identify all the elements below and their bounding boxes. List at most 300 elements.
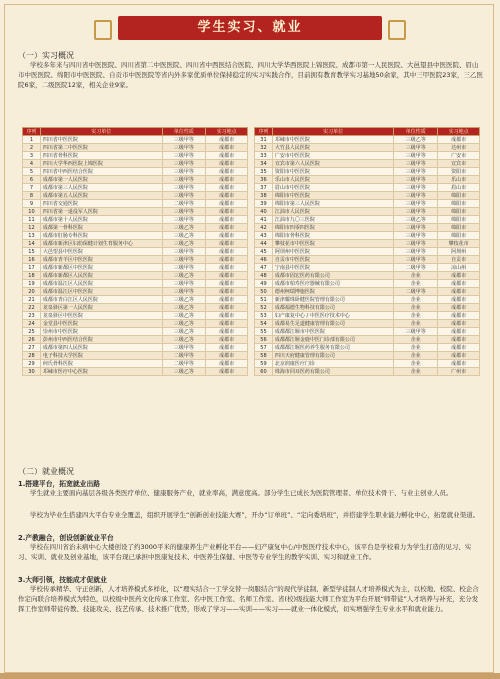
- cell-location: 阿坝州: [438, 248, 480, 256]
- cell-index: 44: [255, 240, 273, 248]
- cell-unit: 邛崃市中医医院: [272, 136, 394, 144]
- cell-type: 企业: [394, 360, 438, 368]
- table-row: [23, 296, 248, 304]
- cell-index: 43: [255, 232, 273, 240]
- cell-index: 20: [23, 288, 41, 296]
- cell-location: 成都市: [438, 344, 480, 352]
- cell-index: 33: [255, 152, 273, 160]
- cell-unit: 成都第一骨科医院: [40, 224, 162, 232]
- table-row: [23, 304, 248, 312]
- cell-type: 三级甲等: [162, 184, 206, 192]
- section-1-heading: （一）实习概况: [18, 51, 74, 60]
- cell-index: 41: [255, 216, 273, 224]
- cell-unit: 江油市人民医院: [272, 208, 394, 216]
- cell-index: 5: [23, 168, 41, 176]
- section-2-paragraph-1: 学生就业主要面向基层各级各类医疗单位、健康服务产业，就业率高，满意度高。部分学生已成长为医院管理者、单位技术骨干、与业主创业人员。: [30, 489, 453, 497]
- table-row: [255, 264, 480, 272]
- table-row: [23, 264, 248, 272]
- cell-type: 三级甲等: [394, 224, 438, 232]
- cell-index: 23: [23, 312, 41, 320]
- cell-type: 三级乙等: [162, 296, 206, 304]
- cell-location: 成都市: [438, 296, 480, 304]
- cell-type: 三级甲等: [162, 344, 206, 352]
- table-row: [23, 272, 248, 280]
- cell-location: 成都市: [206, 152, 248, 160]
- cell-unit: 四川省第二中医医院: [40, 144, 162, 152]
- cell-index: 3: [23, 152, 41, 160]
- cell-type: 三级甲等: [394, 200, 438, 208]
- cell-location: 成都市: [206, 272, 248, 280]
- table-row: [23, 240, 248, 248]
- cell-location: 成都市: [438, 352, 480, 360]
- cell-type: 企业: [394, 280, 438, 288]
- internship-table-left: [22, 127, 248, 376]
- table-row: [23, 184, 248, 192]
- cell-type: 二级甲等: [162, 360, 206, 368]
- cell-index: 27: [23, 344, 41, 352]
- table-row: [255, 296, 480, 304]
- cell-location: 绵阳市: [438, 224, 480, 232]
- table-row: [23, 224, 248, 232]
- cell-location: 自贡市: [438, 256, 480, 264]
- cell-location: 成都市: [206, 368, 248, 376]
- cell-type: 三级乙等: [162, 328, 206, 336]
- table-row: [23, 344, 248, 352]
- cell-type: 三级甲等: [162, 136, 206, 144]
- cell-unit: 成都市青白江区人民医院: [40, 296, 162, 304]
- cell-location: 成都市: [206, 216, 248, 224]
- cell-unit: 江油市九〇三医院: [272, 216, 394, 224]
- table-row: [255, 136, 480, 144]
- cell-type: 三级甲等: [162, 160, 206, 168]
- cell-type: 三级甲等: [162, 216, 206, 224]
- table-row: [23, 256, 248, 264]
- cell-type: 三级甲等: [394, 168, 438, 176]
- table-row: [23, 248, 248, 256]
- cell-index: 28: [23, 352, 41, 360]
- cell-index: 34: [255, 160, 273, 168]
- cell-location: 成都市: [206, 296, 248, 304]
- cell-index: 11: [23, 216, 41, 224]
- cell-type: 二级甲等: [394, 288, 438, 296]
- cell-index: 30: [23, 368, 41, 376]
- table-row: [255, 344, 480, 352]
- cell-index: 25: [23, 328, 41, 336]
- table-row: [23, 328, 248, 336]
- cell-type: 企业: [394, 304, 438, 312]
- cell-location: 绵阳市: [438, 192, 480, 200]
- table-row: [23, 360, 248, 368]
- cell-location: 成都市: [438, 312, 480, 320]
- cell-index: 46: [255, 256, 273, 264]
- cell-unit: 成都市第五人民医院: [40, 192, 162, 200]
- cell-unit: 成都易生足道健康管理有限公司: [272, 320, 394, 328]
- table-row: [255, 272, 480, 280]
- cell-type: 三级甲等: [162, 192, 206, 200]
- cell-type: 三级乙等: [162, 368, 206, 376]
- cell-type: 企业: [394, 344, 438, 352]
- cell-location: 绵阳市: [438, 232, 480, 240]
- cell-index: 50: [255, 288, 273, 296]
- cell-index: 49: [255, 280, 273, 288]
- cell-index: 40: [255, 208, 273, 216]
- col-header-type: 单位性质: [162, 128, 206, 136]
- cell-type: 三级甲等: [162, 288, 206, 296]
- cell-index: 4: [23, 160, 41, 168]
- cell-unit: 成都市温江区人民医院: [40, 280, 162, 288]
- cell-unit: 四川大学华西医院上锦医院: [40, 160, 162, 168]
- cell-index: 18: [23, 272, 41, 280]
- col-header-unit: 实习单位: [272, 128, 394, 136]
- cell-index: 29: [23, 360, 41, 368]
- cell-type: 二级甲等: [394, 264, 438, 272]
- section-2-subheading-2: 2.产教融合，创设创新就业平台: [18, 534, 114, 542]
- cell-type: 企业: [394, 320, 438, 328]
- cell-type: 三级甲等: [162, 168, 206, 176]
- cell-unit: 邛崃市医疗中心医院: [40, 368, 162, 376]
- cell-unit: 新津耀珠卧健医院管理有限公司: [272, 296, 394, 304]
- cell-unit: 大竹县人民医院: [272, 144, 394, 152]
- cell-index: 24: [23, 320, 41, 328]
- table-row: [23, 312, 248, 320]
- col-header-index: 序列: [255, 128, 273, 136]
- col-header-index: 序列: [23, 128, 41, 136]
- cell-type: 企业: [394, 272, 438, 280]
- table-row: [23, 208, 248, 216]
- cell-type: 三级甲等: [394, 232, 438, 240]
- table-row: [23, 168, 248, 176]
- table-header-row: [23, 128, 248, 136]
- cell-location: 成都市: [206, 240, 248, 248]
- cell-index: 10: [23, 208, 41, 216]
- table-row: [23, 152, 248, 160]
- table-row: [255, 248, 480, 256]
- cell-location: 成都市: [206, 144, 248, 152]
- table-row: [23, 352, 248, 360]
- cell-location: 成都市: [206, 312, 248, 320]
- cell-index: 42: [255, 224, 273, 232]
- cell-unit: 四川省骨科医院: [40, 152, 162, 160]
- cell-location: 成都市: [438, 360, 480, 368]
- cell-type: 三级甲等: [394, 152, 438, 160]
- cell-index: 54: [255, 320, 273, 328]
- cell-type: 三级乙等: [162, 232, 206, 240]
- cell-index: 22: [23, 304, 41, 312]
- cell-index: 17: [23, 264, 41, 272]
- table-row: [23, 160, 248, 168]
- cell-location: 绵阳市: [438, 208, 480, 216]
- table-row: [255, 232, 480, 240]
- cell-unit: 成都市第三人民医院: [40, 184, 162, 192]
- col-header-location: 实习地点: [206, 128, 248, 136]
- cell-unit: 资阳市中医医院: [272, 168, 394, 176]
- cell-index: 53: [255, 312, 273, 320]
- col-header-unit: 实习单位: [40, 128, 162, 136]
- cell-index: 55: [255, 328, 273, 336]
- cell-location: 成都市: [206, 248, 248, 256]
- cell-index: 1: [23, 136, 41, 144]
- cell-type: 三级乙等: [394, 216, 438, 224]
- cell-location: 乐山市: [438, 176, 480, 184]
- cell-index: 19: [23, 280, 41, 288]
- cell-type: 三级甲等: [162, 144, 206, 152]
- cell-location: 成都市: [438, 272, 480, 280]
- cell-index: 38: [255, 192, 273, 200]
- cell-unit: 龙泉驿区第一人民医院: [40, 304, 162, 312]
- cell-index: 8: [23, 192, 41, 200]
- cell-location: 成都市: [206, 352, 248, 360]
- table-row: [255, 184, 480, 192]
- table-row: [255, 328, 480, 336]
- table-row: [255, 352, 480, 360]
- cell-type: 三级乙等: [394, 136, 438, 144]
- cell-unit: 彭州市中西医结合医院: [40, 336, 162, 344]
- table-row: [255, 176, 480, 184]
- cell-unit: 何氏骨科医院: [40, 360, 162, 368]
- cell-index: 21: [23, 296, 41, 304]
- cell-index: 31: [255, 136, 273, 144]
- table-row: [255, 280, 480, 288]
- cell-type: 二级甲等: [162, 352, 206, 360]
- table-row: [255, 304, 480, 312]
- cell-location: 成都市: [206, 160, 248, 168]
- cell-unit: 成都福德生物科技有限公司: [272, 304, 394, 312]
- cell-index: 45: [255, 248, 273, 256]
- cell-location: 成都市: [206, 256, 248, 264]
- table-row: [23, 136, 248, 144]
- table-row: [23, 288, 248, 296]
- page-title-banner: 学生实习、就业: [118, 16, 382, 40]
- cell-location: 成都市: [206, 320, 248, 328]
- cell-unit: 四川天府健康管理有限公司: [272, 352, 394, 360]
- table-row: [255, 200, 480, 208]
- cell-type: 三级乙等: [162, 224, 206, 232]
- cell-location: 成都市: [206, 336, 248, 344]
- table-row: [23, 176, 248, 184]
- cell-unit: 成都市第一人民医院: [40, 176, 162, 184]
- section-2-paragraph-3: 学校在四川省治未病中心大楼创设了约3000平米的健康养生产业孵化平台——妇产康复中心/中医医疗技术中心，该平台是学校着力为学生打造的见习、实习、实训、就业及创业基地，该平台现已承担中医康复技术、中医养生保健、中医等专业学生的教学实训、实习和就业工作。: [18, 543, 472, 561]
- cell-type: 三级甲等: [162, 264, 206, 272]
- cell-index: 2: [23, 144, 41, 152]
- table-row: [23, 232, 248, 240]
- cell-index: 58: [255, 352, 273, 360]
- cell-location: 成都市: [206, 208, 248, 216]
- cell-type: 企业: [394, 336, 438, 344]
- table-row: [23, 200, 248, 208]
- cell-location: 绵阳市: [438, 216, 480, 224]
- cell-unit: 珠海市同耳医药有限公司: [272, 368, 394, 376]
- cell-type: 企业: [394, 368, 438, 376]
- table-row: [255, 288, 480, 296]
- cell-location: 广州市: [438, 368, 480, 376]
- cell-location: 达州市: [438, 144, 480, 152]
- cell-unit: 阿坝州中医医院: [272, 248, 394, 256]
- table-row: [255, 312, 480, 320]
- cell-unit: 金堂县中医医院: [40, 320, 162, 328]
- cell-unit: 成都都江堰医药养生服务有限公司: [272, 344, 394, 352]
- table-row: [255, 208, 480, 216]
- cell-index: 48: [255, 272, 273, 280]
- cell-location: 广安市: [438, 152, 480, 160]
- table-row: [255, 320, 480, 328]
- table-row: [255, 240, 480, 248]
- table-row: [255, 160, 480, 168]
- cell-location: 成都市: [438, 304, 480, 312]
- cell-type: 企业: [394, 296, 438, 304]
- cell-unit: 成都都江堰市中医医院: [272, 328, 394, 336]
- cell-unit: 四川省中医医院: [40, 136, 162, 144]
- cell-index: 35: [255, 168, 273, 176]
- cell-unit: 电子科技大学医院: [40, 352, 162, 360]
- cell-index: 52: [255, 304, 273, 312]
- cell-unit: 成都市固宏医药有限公司: [272, 272, 394, 280]
- cell-location: 成都市: [438, 320, 480, 328]
- cell-index: 57: [255, 344, 273, 352]
- cell-unit: 成都市温江区中医医院: [40, 288, 162, 296]
- section-2-subheading-1: 1.搭建平台，拓宽就业出路: [18, 480, 101, 488]
- cell-index: 51: [255, 296, 273, 304]
- cell-location: 成都市: [206, 192, 248, 200]
- cell-unit: 成都市新津区妇幼保健计划生育服务中心: [40, 240, 162, 248]
- cell-unit: 自贡市中医医院: [272, 256, 394, 264]
- cell-type: 三级甲等: [394, 328, 438, 336]
- cell-unit: 四川省第一退役军人医院: [40, 208, 162, 216]
- table-row: [255, 336, 480, 344]
- cell-location: 成都市: [206, 200, 248, 208]
- cell-unit: 广安市中医医院: [272, 152, 394, 160]
- cell-location: 成都市: [206, 232, 248, 240]
- table-row: [255, 256, 480, 264]
- internship-table-right: [254, 127, 480, 376]
- cell-type: 三级甲等: [394, 160, 438, 168]
- cell-index: 6: [23, 176, 41, 184]
- table-row: [23, 320, 248, 328]
- cell-index: 59: [255, 360, 273, 368]
- cell-type: 企业: [394, 352, 438, 360]
- table-header-row: [255, 128, 480, 136]
- cell-location: 成都市: [206, 360, 248, 368]
- cell-location: 成都市: [206, 264, 248, 272]
- cell-unit: 德州柯瑞博施医院: [272, 288, 394, 296]
- cell-type: 二级甲等: [162, 200, 206, 208]
- table-row: [255, 368, 480, 376]
- cell-location: 成都市: [438, 136, 480, 144]
- cell-type: 三级甲等: [394, 176, 438, 184]
- cell-location: 绵阳市: [438, 200, 480, 208]
- cell-location: 资阳市: [438, 168, 480, 176]
- cell-type: 三级甲等: [162, 280, 206, 288]
- cell-unit: 成都市新都区人民医院: [40, 272, 162, 280]
- cell-index: 39: [255, 200, 273, 208]
- cell-unit: 龙泉驿区中医医院: [40, 312, 162, 320]
- cell-unit: 大邑望县中医医院: [40, 248, 162, 256]
- col-header-type: 单位性质: [394, 128, 438, 136]
- table-row: [255, 144, 480, 152]
- cell-type: 三级甲等: [394, 192, 438, 200]
- cell-unit: 乐山市人民医院: [272, 176, 394, 184]
- section-2-heading: （二）就业概况: [18, 467, 74, 476]
- cell-type: 三级甲等: [162, 208, 206, 216]
- cell-unit: 成都都江堰金鹿中医门诊部有限公司: [272, 336, 394, 344]
- cell-type: 三级乙等: [162, 320, 206, 328]
- cell-unit: 成都市第四人民医院: [40, 344, 162, 352]
- cell-location: 成都市: [438, 288, 480, 296]
- cell-location: 宜宾市: [438, 160, 480, 168]
- cell-unit: 崇州市中医医院: [40, 328, 162, 336]
- footer-border: [0, 673, 500, 679]
- cell-index: 12: [23, 224, 41, 232]
- cell-unit: 成都市肛肠专科医院: [40, 232, 162, 240]
- cell-location: 成都市: [206, 176, 248, 184]
- cell-unit: 四川省交通医院: [40, 200, 162, 208]
- cell-unit: 绵阳市骨科医院: [272, 232, 394, 240]
- section-2-paragraph-2: 学校为毕业生搭建四大平台专业全覆盖，组织开展学生“创新创业技能大赛”，开办“订单班”、“定向委培班”，并搭建学生职业能力孵化中心，拓宽就业渠道。: [30, 511, 480, 519]
- cell-unit: 成都市第十人民医院: [40, 216, 162, 224]
- cell-location: 成都市: [206, 184, 248, 192]
- cell-type: 三级甲等: [394, 240, 438, 248]
- cell-index: 60: [255, 368, 273, 376]
- table-row: [23, 216, 248, 224]
- cell-type: 三级甲等: [162, 256, 206, 264]
- col-header-location: 实习地点: [438, 128, 480, 136]
- table-row: [23, 336, 248, 344]
- cell-unit: 成都市新都区中医医院: [40, 264, 162, 272]
- cell-type: 三级甲等: [394, 144, 438, 152]
- cell-index: 32: [255, 144, 273, 152]
- cell-location: 成都市: [206, 288, 248, 296]
- table-row: [23, 368, 248, 376]
- cell-type: 三级乙等: [162, 240, 206, 248]
- table-row: [255, 192, 480, 200]
- cell-location: 成都市: [206, 344, 248, 352]
- cell-index: 14: [23, 240, 41, 248]
- cell-location: 眉山市: [438, 184, 480, 192]
- table-row: [23, 280, 248, 288]
- cell-location: 成都市: [438, 328, 480, 336]
- cell-type: 三级乙等: [162, 336, 206, 344]
- table-row: [255, 360, 480, 368]
- cell-location: 成都市: [206, 280, 248, 288]
- cell-index: 16: [23, 256, 41, 264]
- cell-type: 三级乙等: [162, 304, 206, 312]
- cell-type: 企业: [394, 312, 438, 320]
- cell-location: 成都市: [206, 136, 248, 144]
- cell-unit: 成都市柏寿医疗器械有限公司: [272, 280, 394, 288]
- cell-index: 36: [255, 176, 273, 184]
- cell-index: 56: [255, 336, 273, 344]
- cell-location: 攀枝花市: [438, 240, 480, 248]
- cell-type: 三级甲等: [394, 248, 438, 256]
- cell-unit: 四川省中西医结合医院: [40, 168, 162, 176]
- cell-type: 三级甲等: [162, 152, 206, 160]
- cell-type: 三级甲等: [394, 184, 438, 192]
- table-row: [255, 168, 480, 176]
- cell-type: 三级乙等: [162, 312, 206, 320]
- cell-index: 26: [23, 336, 41, 344]
- table-row: [255, 152, 480, 160]
- cell-index: 13: [23, 232, 41, 240]
- cell-location: 成都市: [438, 280, 480, 288]
- cell-type: 三级乙等: [162, 272, 206, 280]
- table-row: [23, 192, 248, 200]
- cell-unit: 宜宾市第六人民医院: [272, 160, 394, 168]
- cell-unit: 妇产康复中心 / 中医医疗技术中心: [272, 312, 394, 320]
- cell-index: 47: [255, 264, 273, 272]
- cell-location: 成都市: [206, 304, 248, 312]
- cell-unit: 攀枝花市中医医院: [272, 240, 394, 248]
- cell-index: 9: [23, 200, 41, 208]
- cell-unit: 成都市青羊区中医医院: [40, 256, 162, 264]
